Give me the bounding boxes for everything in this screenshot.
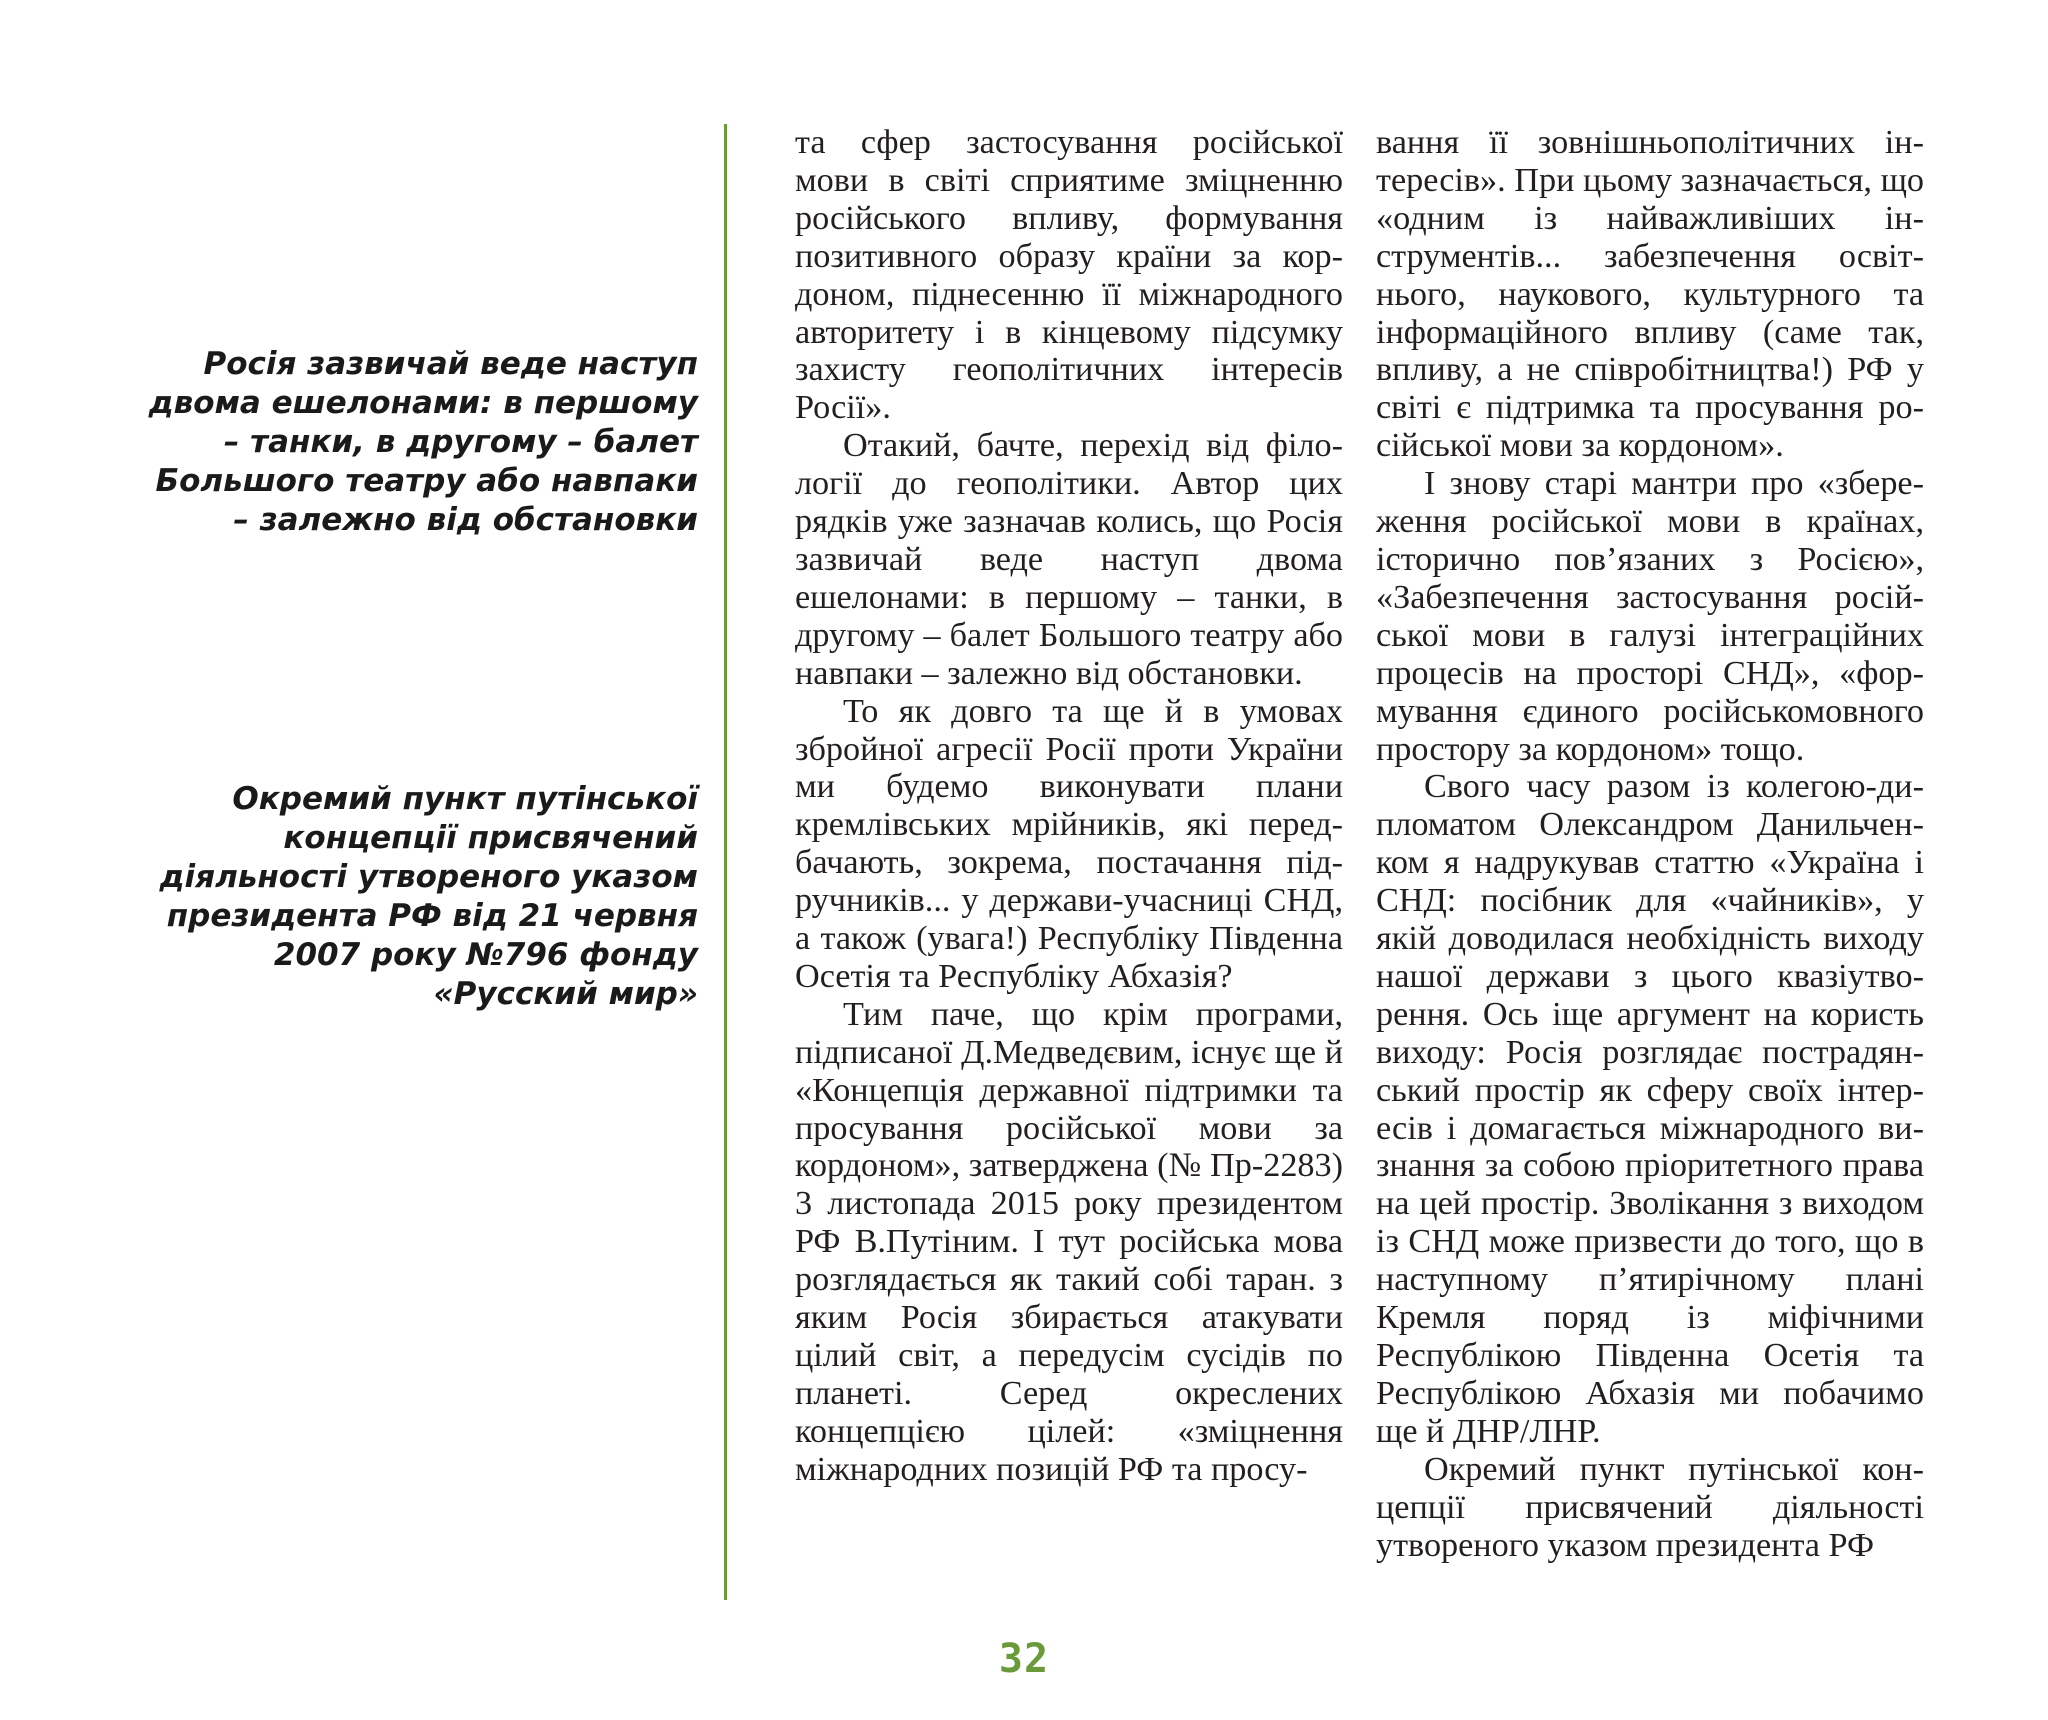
paragraph: То як довго та ще й в умовах збройної агресії Росії проти України ми будемо виконувати плани кремлівських мрійників, які передбачають, зокрема, постачання підручників... у держави-учасниці СНД, а також (увага!) Республіку Південна Осетія та Республіку Абхазія? xyxy=(795,692,1343,995)
paragraph: Свого часу разом із колегою-дипломатом Олександром Данильченком я надрукував статтю «Україна і СНД: посібник для «чайників», у якій доводилася необхідність виходу нашої держави з цього квазіутворення. Ось іще аргумент на користь виходу: Росія розглядає пострадянський простір як сферу своїх інтересів і домагається міжнародного визнання за собою пріоритетного права на цей простір. Зволікання з виходом із СНД може призвести до того, що в наступному п’ятирічному плані Кремля поряд із міфічними Республікою Південна Осетія та Республікою Абхазія ми побачимо ще й ДНР/ЛНР. xyxy=(1376,768,1924,1450)
paragraph: Тим паче, що крім програми, підписаної Д.Медведєвим, існує ще й «Концепція державної підтримки та просування російської мови за кордоном», затверджена (№ Пр-2283) 3 листопада 2015 року президентом РФ В.Путіним. І тут російська мова розглядається як такий собі таран. з яким Росія збирається атакувати цілий світ, а передусім сусідів по планеті. Серед окреслених концепцією цілей: «зміцнення міжнародних позицій РФ та просу- xyxy=(795,995,1343,1488)
article-column-1 xyxy=(795,124,1343,1489)
paragraph: І знову старі мантри про «збереження російської мови в країнах, історично пов’язаних з Росією», «Забезпечення застосування російської мови в галузі інтеграційних процесів на просторі СНД», «формування єдиного російськомовного простору за кордоном» тощо. xyxy=(1376,465,1924,768)
column-divider xyxy=(724,124,727,1600)
paragraph: та сфер застосування російської мови в світі сприятиме зміцненню російського впливу, формування позитивного образу країни за кордоном, піднесенню її міжнародного авторитету і в кінцевому підсумку захисту геополітичних інтересів Росії». xyxy=(795,124,1343,427)
page-number: 32 xyxy=(998,1636,1050,1682)
paragraph: Окремий пункт путінської концепції присвячений діяльності утвореного указом президента РФ xyxy=(1376,1450,1924,1564)
pull-quote-2: Окремий пункт путінської концепції присвячений діяльності утвореного указом президента РФ від 21 червня 2007 року №796 фонду «Русский мир» xyxy=(159,781,698,1012)
article-column-2 xyxy=(1376,124,1924,1564)
pull-quote-1: Росія зазвичай веде наступ двома ешелонами: в першому – танки, в другому – балет Большого театру або навпаки – залежно від обстановки xyxy=(148,346,698,538)
paragraph: вання її зовнішньополітичних інтересів». При цьому зазначається, що «одним із найважливіших інструментів... забезпечення освітнього, наукового, культурного та інформаційного впливу (саме так, впливу, а не співробітництва!) РФ у світі є підтримка та просування російської мови за кордоном». xyxy=(1376,124,1924,465)
paragraph: Отакий, бачте, перехід від філології до геополітики. Автор цих рядків уже зазначав колись, що Росія зазвичай веде наступ двома ешелонами: в першому – танки, в другому – балет Большого театру або навпаки – залежно від обстановки. xyxy=(795,427,1343,692)
